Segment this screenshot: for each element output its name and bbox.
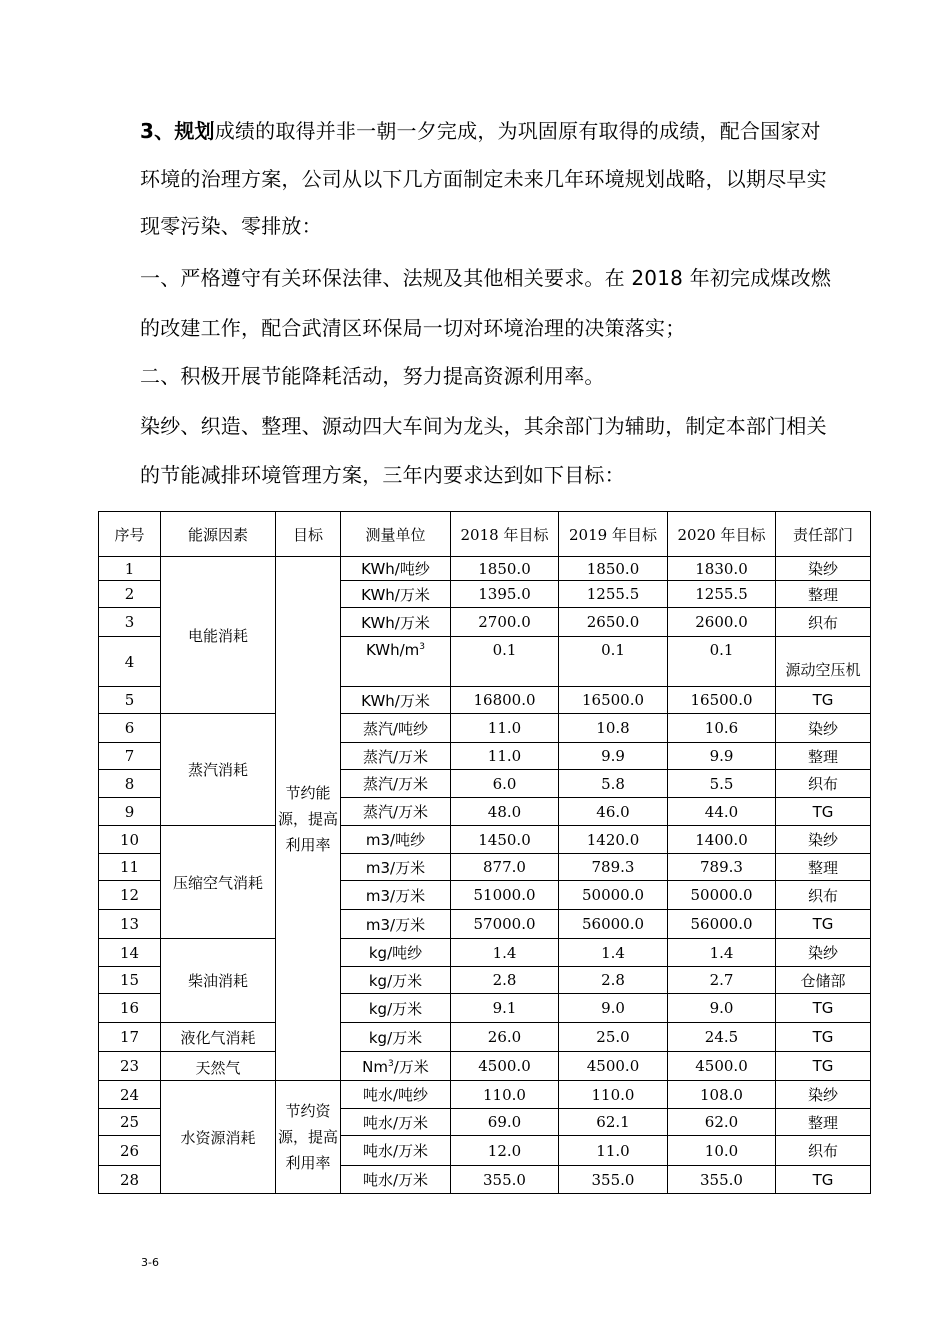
cell-unit: kg/万米 (341, 994, 451, 1023)
cell-2020: 62.0 (668, 1109, 776, 1136)
cell-unit: kg/万米 (341, 1023, 451, 1052)
cell-2019: 16500.0 (559, 687, 668, 714)
cell-no: 14 (99, 939, 161, 967)
cell-energy-factor: 天然气 (161, 1052, 276, 1081)
cell-2019: 9.0 (559, 994, 668, 1023)
cell-2020: 9.9 (668, 743, 776, 770)
cell-2018: 1850.0 (451, 557, 559, 581)
cell-no: 1 (99, 557, 161, 581)
cell-2020: 50000.0 (668, 881, 776, 910)
cell-2020: 1400.0 (668, 826, 776, 854)
energy-target-table (98, 511, 871, 1194)
cell-energy-factor: 压缩空气消耗 (161, 826, 276, 939)
para-line: 染纱、织造、整理、源动四大车间为龙头，其余部门为辅助，制定本部门相关 (140, 414, 827, 438)
cell-2019: 1.4 (559, 939, 668, 967)
cell-2020: 355.0 (668, 1166, 776, 1194)
table-body (99, 512, 871, 1194)
cell-dept: TG (776, 798, 871, 826)
cell-2018: 57000.0 (451, 910, 559, 939)
header-2020: 2020 年目标 (668, 512, 776, 557)
cell-unit: KWh/万米 (341, 581, 451, 608)
cell-2020: 2.7 (668, 967, 776, 994)
cell-dept: 染纱 (776, 714, 871, 743)
cell-dept: TG (776, 1052, 871, 1081)
header-2019: 2019 年目标 (559, 512, 668, 557)
para-line: 环境的治理方案，公司从以下几方面制定未来几年环境规划战略，以期尽早实 (140, 167, 827, 191)
para-line: 一、严格遵守有关环保法律、法规及其他相关要求。在 2018 年初完成煤改燃 (140, 266, 832, 290)
cell-2018: 11.0 (451, 743, 559, 770)
cell-unit: 蒸汽/万米 (341, 743, 451, 770)
header-no: 序号 (99, 512, 161, 557)
cell-2018: 2700.0 (451, 608, 559, 637)
cell-dept: 织布 (776, 1136, 871, 1166)
cell-no: 13 (99, 910, 161, 939)
cell-2018: 4500.0 (451, 1052, 559, 1081)
cell-no: 5 (99, 687, 161, 714)
cell-2020: 2600.0 (668, 608, 776, 637)
cell-2020: 10.0 (668, 1136, 776, 1166)
cell-2019: 9.9 (559, 743, 668, 770)
cell-dept: TG (776, 1023, 871, 1052)
cell-2019: 5.8 (559, 770, 668, 798)
cell-unit: 蒸汽/万米 (341, 798, 451, 826)
cell-no: 12 (99, 881, 161, 910)
cell-2018: 1395.0 (451, 581, 559, 608)
cell-unit: 吨水/万米 (341, 1109, 451, 1136)
cell-unit: 蒸汽/吨纱 (341, 714, 451, 743)
cell-2018: 9.1 (451, 994, 559, 1023)
cell-no: 28 (99, 1166, 161, 1194)
cell-target: 节约资源，提高利用率 (276, 1081, 341, 1194)
cell-2018: 1450.0 (451, 826, 559, 854)
cell-unit: m3/万米 (341, 881, 451, 910)
cell-dept: 整理 (776, 1109, 871, 1136)
cell-dept: 染纱 (776, 1081, 871, 1109)
cell-2018: 877.0 (451, 854, 559, 881)
cell-no: 15 (99, 967, 161, 994)
unit-superscript: 3 (419, 642, 426, 652)
cell-dept: 整理 (776, 854, 871, 881)
cell-energy-factor: 电能消耗 (161, 557, 276, 714)
cell-2020: 56000.0 (668, 910, 776, 939)
cell-no: 24 (99, 1081, 161, 1109)
cell-2019: 4500.0 (559, 1052, 668, 1081)
header-2018: 2018 年目标 (451, 512, 559, 557)
cell-2019: 2650.0 (559, 608, 668, 637)
cell-dept: TG (776, 994, 871, 1023)
cell-2018: 1.4 (451, 939, 559, 967)
header-target: 目标 (276, 512, 341, 557)
cell-2020: 44.0 (668, 798, 776, 826)
cell-2020: 16500.0 (668, 687, 776, 714)
cell-dept: 整理 (776, 581, 871, 608)
cell-dept: 织布 (776, 881, 871, 910)
cell-no: 2 (99, 581, 161, 608)
cell-2019: 56000.0 (559, 910, 668, 939)
table-row (99, 939, 871, 967)
cell-2018: 69.0 (451, 1109, 559, 1136)
cell-2020: 1.4 (668, 939, 776, 967)
cell-no: 17 (99, 1023, 161, 1052)
table-row (99, 826, 871, 854)
cell-2019: 1850.0 (559, 557, 668, 581)
cell-dept: 织布 (776, 770, 871, 798)
cell-unit: KWh/万米 (341, 687, 451, 714)
cell-unit: m3/万米 (341, 910, 451, 939)
unit-superscript: 3 (388, 1058, 394, 1069)
cell-2019: 11.0 (559, 1136, 668, 1166)
header-unit: 测量单位 (341, 512, 451, 557)
header-dept: 责任部门 (776, 512, 871, 557)
cell-no: 10 (99, 826, 161, 854)
cell-2020: 9.0 (668, 994, 776, 1023)
cell-2019: 789.3 (559, 854, 668, 881)
cell-2019: 50000.0 (559, 881, 668, 910)
cell-unit: kg/吨纱 (341, 939, 451, 967)
page-number: 3-6 (141, 1256, 159, 1269)
cell-no: 4 (99, 637, 161, 687)
cell-no: 23 (99, 1052, 161, 1081)
cell-2020: 24.5 (668, 1023, 776, 1052)
cell-no: 3 (99, 608, 161, 637)
cell-dept: TG (776, 1166, 871, 1194)
cell-unit: m3/吨纱 (341, 826, 451, 854)
cell-2018: 26.0 (451, 1023, 559, 1052)
cell-dept: 染纱 (776, 557, 871, 581)
cell-2018: 51000.0 (451, 881, 559, 910)
cell-2019: 1420.0 (559, 826, 668, 854)
cell-no: 6 (99, 714, 161, 743)
cell-no: 26 (99, 1136, 161, 1166)
cell-dept: 织布 (776, 608, 871, 637)
cell-dept: TG (776, 687, 871, 714)
cell-2018: 355.0 (451, 1166, 559, 1194)
cell-2020: 0.1 (668, 637, 776, 687)
table-row (99, 1023, 871, 1052)
cell-no: 8 (99, 770, 161, 798)
cell-2020: 1255.5 (668, 581, 776, 608)
cell-unit: KWh/吨纱 (341, 557, 451, 581)
cell-dept: 整理 (776, 743, 871, 770)
cell-2019: 10.8 (559, 714, 668, 743)
cell-2019: 2.8 (559, 967, 668, 994)
cell-no: 7 (99, 743, 161, 770)
header-factor: 能源因素 (161, 512, 276, 557)
cell-2018: 16800.0 (451, 687, 559, 714)
paragraph-energy-saving: 二、积极开展节能降耗活动，努力提高资源利用率。 (140, 364, 605, 388)
table-row (99, 714, 871, 743)
table-row (99, 1052, 871, 1081)
cell-unit: m3/万米 (341, 854, 451, 881)
para-line: 现零污染、零排放： (140, 214, 322, 238)
cell-unit: 蒸汽/万米 (341, 770, 451, 798)
cell-unit: Nm$^3$/万米 (341, 1052, 451, 1081)
cell-unit: KWh/万米 (341, 608, 451, 637)
cell-no: 9 (99, 798, 161, 826)
cell-dept: 源动空压机 (776, 637, 871, 687)
cell-energy-factor: 水资源消耗 (161, 1081, 276, 1194)
cell-target: 节约能源，提高利用率 (276, 557, 341, 1081)
cell-2018: 12.0 (451, 1136, 559, 1166)
table-header-row (99, 512, 871, 557)
cell-2018: 110.0 (451, 1081, 559, 1109)
cell-2019: 0.1 (559, 637, 668, 687)
cell-2018: 0.1 (451, 637, 559, 687)
cell-energy-factor: 液化气消耗 (161, 1023, 276, 1052)
cell-2019: 46.0 (559, 798, 668, 826)
cell-unit: 吨水/万米 (341, 1166, 451, 1194)
cell-no: 16 (99, 994, 161, 1023)
para-line: 的节能减排环境管理方案，三年内要求达到如下目标： (140, 463, 625, 487)
cell-2019: 62.1 (559, 1109, 668, 1136)
cell-dept: 染纱 (776, 826, 871, 854)
cell-2019: 110.0 (559, 1081, 668, 1109)
cell-2020: 10.6 (668, 714, 776, 743)
para-line: 的改建工作，配合武清区环保局一切对环境治理的决策落实； (140, 316, 686, 340)
table-row (99, 557, 871, 581)
cell-2018: 48.0 (451, 798, 559, 826)
cell-2018: 6.0 (451, 770, 559, 798)
cell-unit: 吨水/万米 (341, 1136, 451, 1166)
cell-energy-factor: 蒸汽消耗 (161, 714, 276, 826)
cell-dept: TG (776, 910, 871, 939)
cell-2019: 1255.5 (559, 581, 668, 608)
para-line: 3、规划成绩的取得并非一朝一夕完成，为巩固原有取得的成绩，配合国家对 (140, 119, 821, 143)
cell-2019: 355.0 (559, 1166, 668, 1194)
cell-dept: 仓储部 (776, 967, 871, 994)
cell-2020: 4500.0 (668, 1052, 776, 1081)
cell-unit: KWh/$m^3$ (341, 637, 451, 687)
cell-unit: kg/万米 (341, 967, 451, 994)
cell-2020: 789.3 (668, 854, 776, 881)
cell-2018: 2.8 (451, 967, 559, 994)
cell-unit: 吨水/吨纱 (341, 1081, 451, 1109)
table-row (99, 1081, 871, 1109)
cell-2020: 108.0 (668, 1081, 776, 1109)
cell-energy-factor: 柴油消耗 (161, 939, 276, 1023)
section-heading: 3、规划 (140, 119, 215, 143)
cell-2018: 11.0 (451, 714, 559, 743)
cell-2020: 5.5 (668, 770, 776, 798)
cell-2019: 25.0 (559, 1023, 668, 1052)
cell-no: 11 (99, 854, 161, 881)
cell-no: 25 (99, 1109, 161, 1136)
cell-2020: 1830.0 (668, 557, 776, 581)
cell-dept: 染纱 (776, 939, 871, 967)
